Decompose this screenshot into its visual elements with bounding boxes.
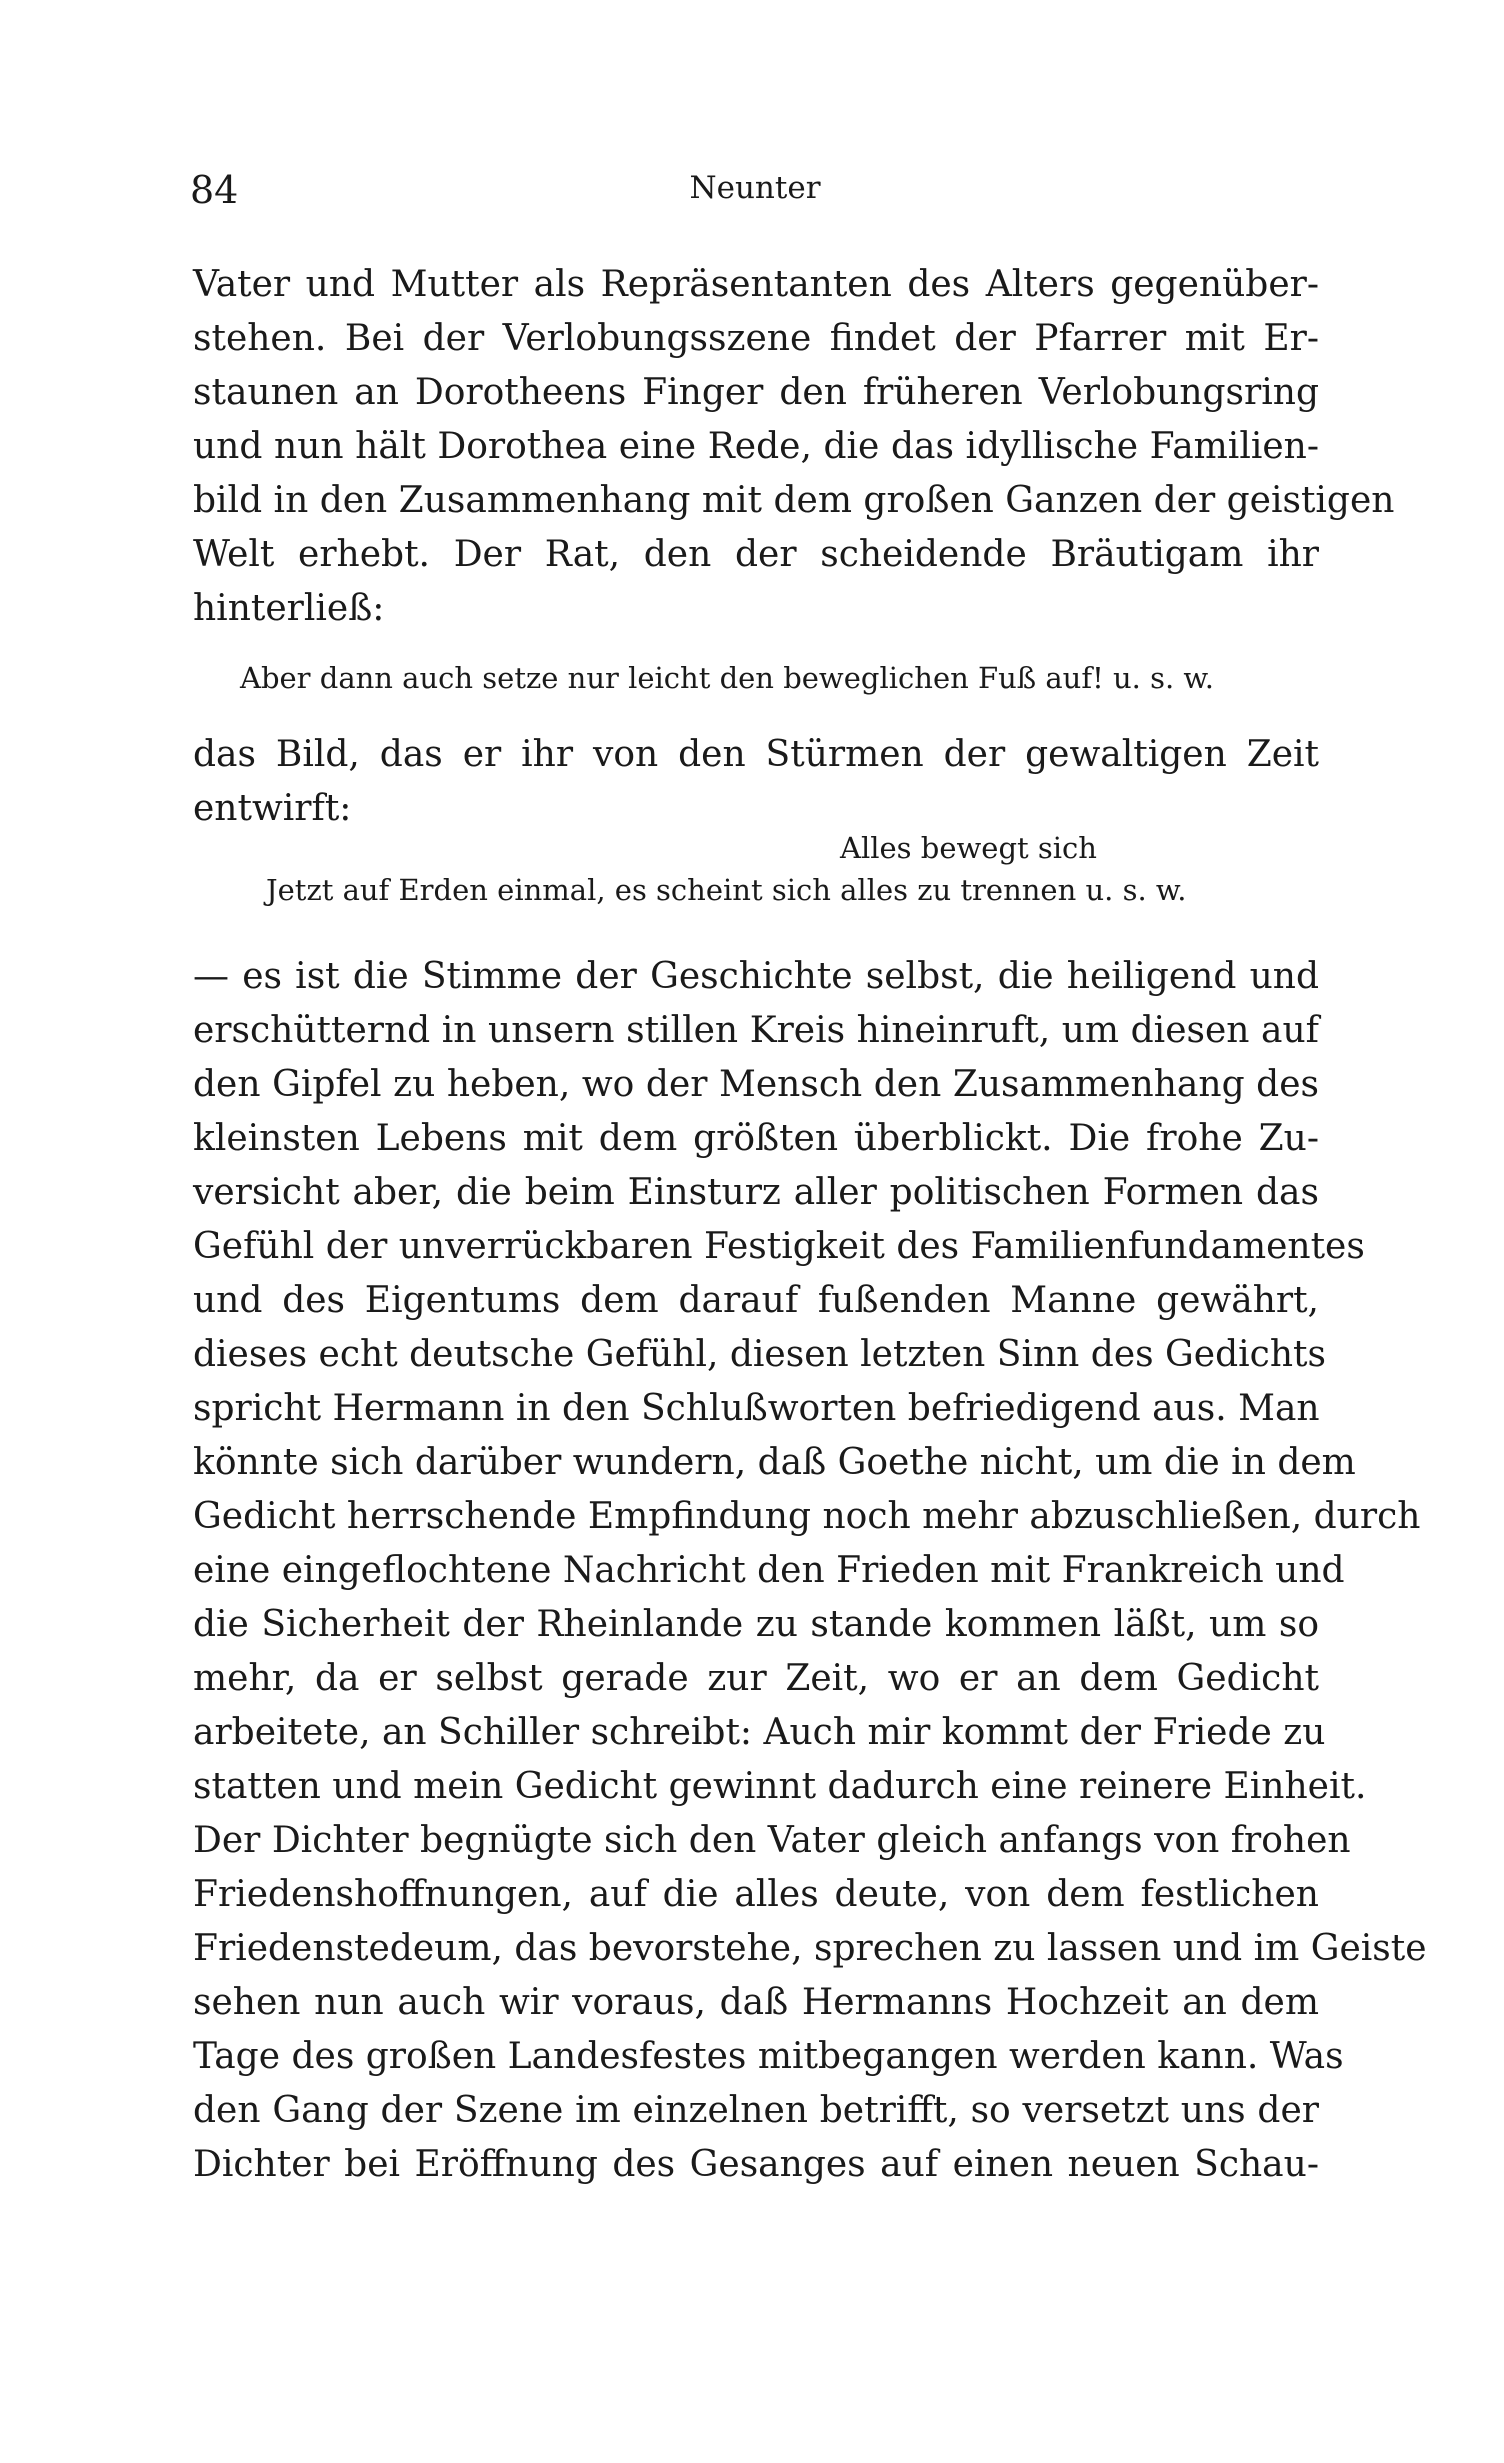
- text-line: Gedicht herrschende Empfindung noch mehr abzuschließen, durch: [193, 1496, 1421, 1537]
- text-line: Dichter bei Eröffnung des Gesanges auf einen neuen Schau-: [193, 2144, 1319, 2185]
- text-line: arbeitete, an Schiller schreibt: Auch mir kommt der Friede zu: [193, 1712, 1326, 1753]
- text-line: mehr, da er selbst gerade zur Zeit, wo er an dem Gedicht: [193, 1658, 1319, 1699]
- page-header: [190, 168, 1320, 218]
- text-line: versicht aber, die beim Einsturz aller politischen Formen das: [193, 1172, 1319, 1213]
- text-line: könnte sich darüber wundern, daß Goethe nicht, um die in dem: [193, 1442, 1356, 1483]
- text-line: dieses echt deutsche Gefühl, diesen letzten Sinn des Gedichts: [193, 1334, 1326, 1375]
- page-number: 84: [190, 168, 239, 212]
- text-line: statten und mein Gedicht gewinnt dadurch eine reinere Einheit.: [193, 1766, 1367, 1807]
- running-head: Neunter: [689, 170, 821, 206]
- text-line: das Bild, das er ihr von den Stürmen der gewaltigen Zeit: [193, 734, 1319, 775]
- text-line: hinterließ:: [193, 588, 385, 629]
- text-line: bild in den Zusammenhang mit dem großen Ganzen der geistigen: [193, 480, 1395, 521]
- text-line: und nun hält Dorothea eine Rede, die das idyllische Familien-: [193, 426, 1319, 467]
- text-line: Tage des großen Landesfestes mitbegangen werden kann. Was: [193, 2036, 1344, 2077]
- text-line: Friedenstedeum, das bevorstehe, sprechen zu lassen und im Geiste: [193, 1928, 1427, 1969]
- text-line: eine eingeflochtene Nachricht den Frieden mit Frankreich und: [193, 1550, 1345, 1591]
- text-line: den Gang der Szene im einzelnen betrifft, so versetzt uns der: [193, 2090, 1319, 2131]
- text-line: sehen nun auch wir voraus, daß Hermanns Hochzeit an dem: [193, 1982, 1319, 2023]
- text-line: Gefühl der unverrückbaren Festigkeit des Familienfundamentes: [193, 1226, 1365, 1267]
- text-line: Vater und Mutter als Repräsentanten des Alters gegenüber-: [193, 264, 1319, 305]
- text-line: kleinsten Lebens mit dem größten überblickt. Die frohe Zu-: [193, 1118, 1319, 1159]
- text-line: staunen an Dorotheens Finger den früheren Verlobungsring: [193, 372, 1319, 413]
- text-line: erschütternd in unsern stillen Kreis hineinruft, um diesen auf: [193, 1010, 1319, 1051]
- text-line: — es ist die Stimme der Geschichte selbst, die heiligend und: [193, 956, 1319, 997]
- text-line: entwirft:: [193, 788, 352, 829]
- verse-quote-1: Aber dann auch setze nur leicht den beweglichen Fuß auf! u. s. w.: [240, 661, 1214, 695]
- text-line: stehen. Bei der Verlobungsszene findet der Pfarrer mit Er-: [193, 318, 1319, 359]
- text-line: und des Eigentums dem darauf fußenden Manne gewährt,: [193, 1280, 1319, 1321]
- verse-line: Jetzt auf Erden einmal, es scheint sich alles zu trennen u. s. w.: [266, 873, 1187, 907]
- verse-line: Alles bewegt sich: [840, 831, 1097, 865]
- text-line: spricht Hermann in den Schlußworten befriedigend aus. Man: [193, 1388, 1320, 1429]
- text-line: Friedenshoffnungen, auf die alles deute, von dem festlichen: [193, 1874, 1319, 1915]
- text-line: die Sicherheit der Rheinlande zu stande kommen läßt, um so: [193, 1604, 1319, 1645]
- text-line: Welt erhebt. Der Rat, den der scheidende Bräutigam ihr: [193, 534, 1319, 575]
- text-line: den Gipfel zu heben, wo der Mensch den Zusammenhang des: [193, 1064, 1319, 1105]
- text-line: Der Dichter begnügte sich den Vater gleich anfangs von frohen: [193, 1820, 1351, 1861]
